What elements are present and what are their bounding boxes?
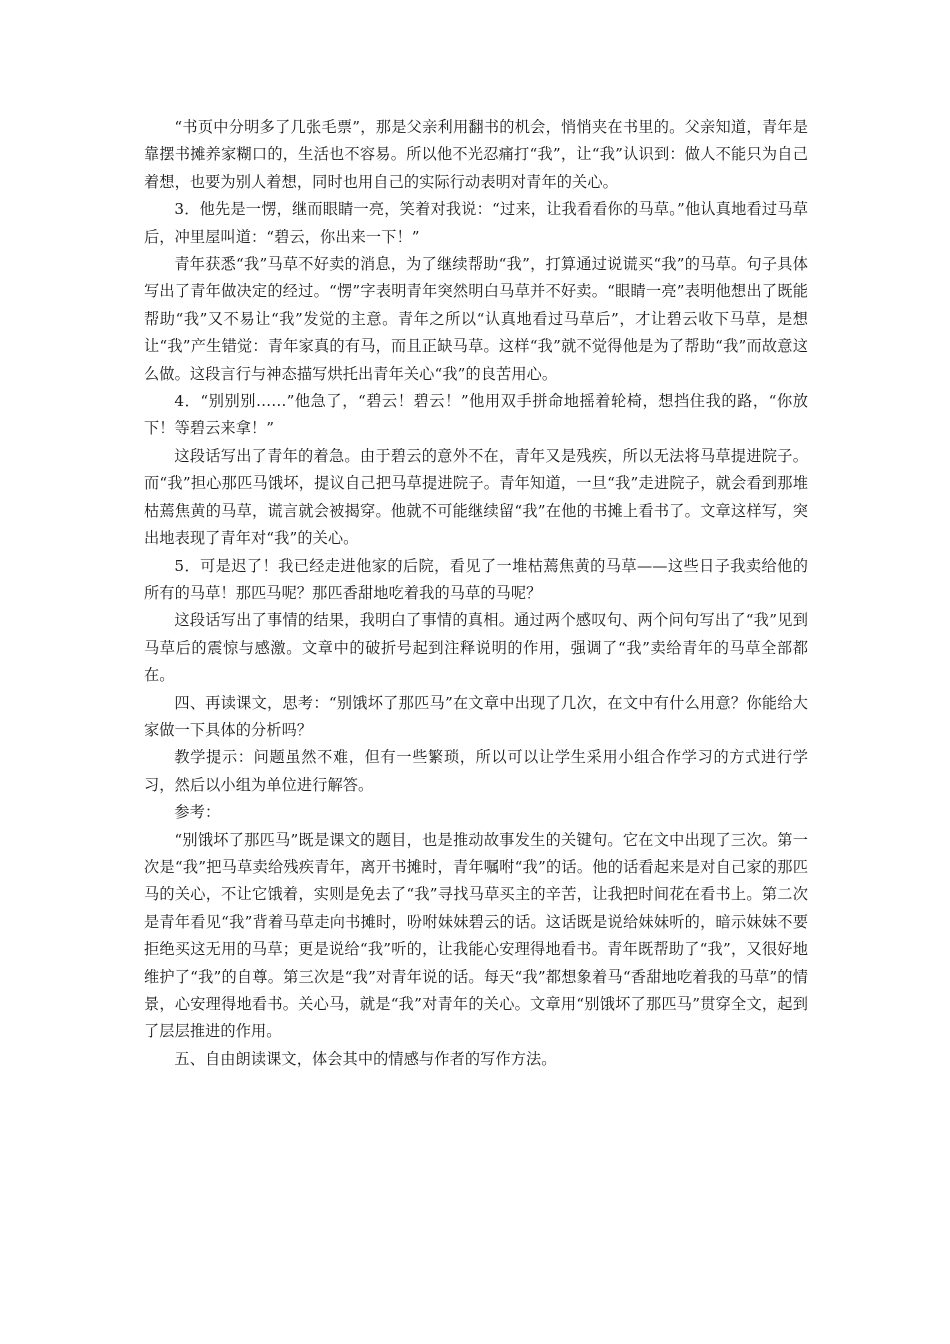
document-page xyxy=(144,114,808,1073)
paragraph-8: 四、再读课文，思考：“别饿坏了那匹马”在文章中出现了几次，在文中有什么用意？你能给大家做一下具体的分析吗？ xyxy=(144,693,808,739)
paragraph-3: 青年获悉“我”马草不好卖的消息，为了继续帮助“我”，打算通过说谎买“我”的马草。句子具体写出了青年做决定的经过。“愣”字表明青年突然明白马草并不好卖。“眼睛一亮”表明他想出了既能帮助“我”又不易让“我”发觉的主意。青年之所以“认真地看过马草后”，才让碧云收下马草，是想让“我”产生错觉：青年家真的有马，而且正缺马草。这样“我”就不觉得他是为了帮助“我”而故意这么做。这段言行与神态描写烘托出青年关心“我”的良苦用心。 xyxy=(144,255,808,383)
paragraph-7: 这段话写出了事情的结果，我明白了事情的真相。通过两个感叹句、两个问句写出了“我”见到马草后的震惊与感激。文章中的破折号起到注释说明的作用，强调了“我”卖给青年的马草全部都在。 xyxy=(144,611,808,685)
paragraph-2: 3．他先是一愣，继而眼睛一亮，笑着对我说：“过来，让我看看你的马草。”他认真地看过马草后，冲里屋叫道：“碧云，你出来一下！” xyxy=(144,200,808,246)
paragraph-12: 五、自由朗读课文，体会其中的情感与作者的写作方法。 xyxy=(174,1049,557,1068)
paragraph-6: 5．可是迟了！我已经走进他家的后院，看见了一堆枯蔫焦黄的马草——这些日子我卖给他的所有的马草！那匹马呢？那匹香甜地吃着我的马草的马呢？ xyxy=(144,556,808,602)
paragraph-10: 参考： xyxy=(174,803,221,822)
paragraph-9: 教学提示：问题虽然不难，但有一些繁琐，所以可以让学生采用小组合作学习的方式进行学习，然后以小组为单位进行解答。 xyxy=(144,748,808,794)
paragraph-1: “书页中分明多了几张毛票”，那是父亲利用翻书的机会，悄悄夹在书里的。父亲知道，青年是靠摆书摊养家糊口的，生活也不容易。所以他不光忍痛打“我”，让“我”认识到：做人不能只为自己着想，也要为别人着想，同时也用自己的实际行动表明对青年的关心。 xyxy=(144,118,808,191)
paragraph-11: “别饿坏了那匹马”既是课文的题目，也是推动故事发生的关键句。它在文中出现了三次。第一次是“我”把马草卖给残疾青年，离开书摊时，青年嘱咐“我”的话。他的话看起来是对自己家的那匹马的关心，不让它饿着，实则是免去了“我”寻找马草买主的辛苦，让我把时间花在看书上。第二次是青年看见“我”背着马草走向书摊时，吩咐妹妹碧云的话。这话既是说给妹妹听的，暗示妹妹不要拒绝买这无用的马草；更是说给“我”听的，让我能心安理得地看书。青年既帮助了“我”，又很好地维护了“我”的自尊。第三次是“我”对青年说的话。每天“我”都想象着马“香甜地吃着我的马草”的情景，心安理得地看书。关心马，就是“我”对青年的关心。文章用“别饿坏了那匹马”贯穿全文，起到了层层推进的作用。 xyxy=(144,830,808,1041)
paragraph-5: 这段话写出了青年的着急。由于碧云的意外不在，青年又是残疾，所以无法将马草提进院子。而“我”担心那匹马饿坏，提议自己把马草提进院子。青年知道，一旦“我”走进院子，就会看到那堆枯蔫焦黄的马草，谎言就会被揭穿。他就不可能继续留“我”在他的书摊上看书了。文章这样写，突出地表现了青年对“我”的关心。 xyxy=(144,446,808,548)
paragraph-4: 4．“别别别……”他急了，“碧云！碧云！”他用双手拼命地摇着轮椅，想挡住我的路，“你放下！等碧云来拿！” xyxy=(144,392,808,438)
